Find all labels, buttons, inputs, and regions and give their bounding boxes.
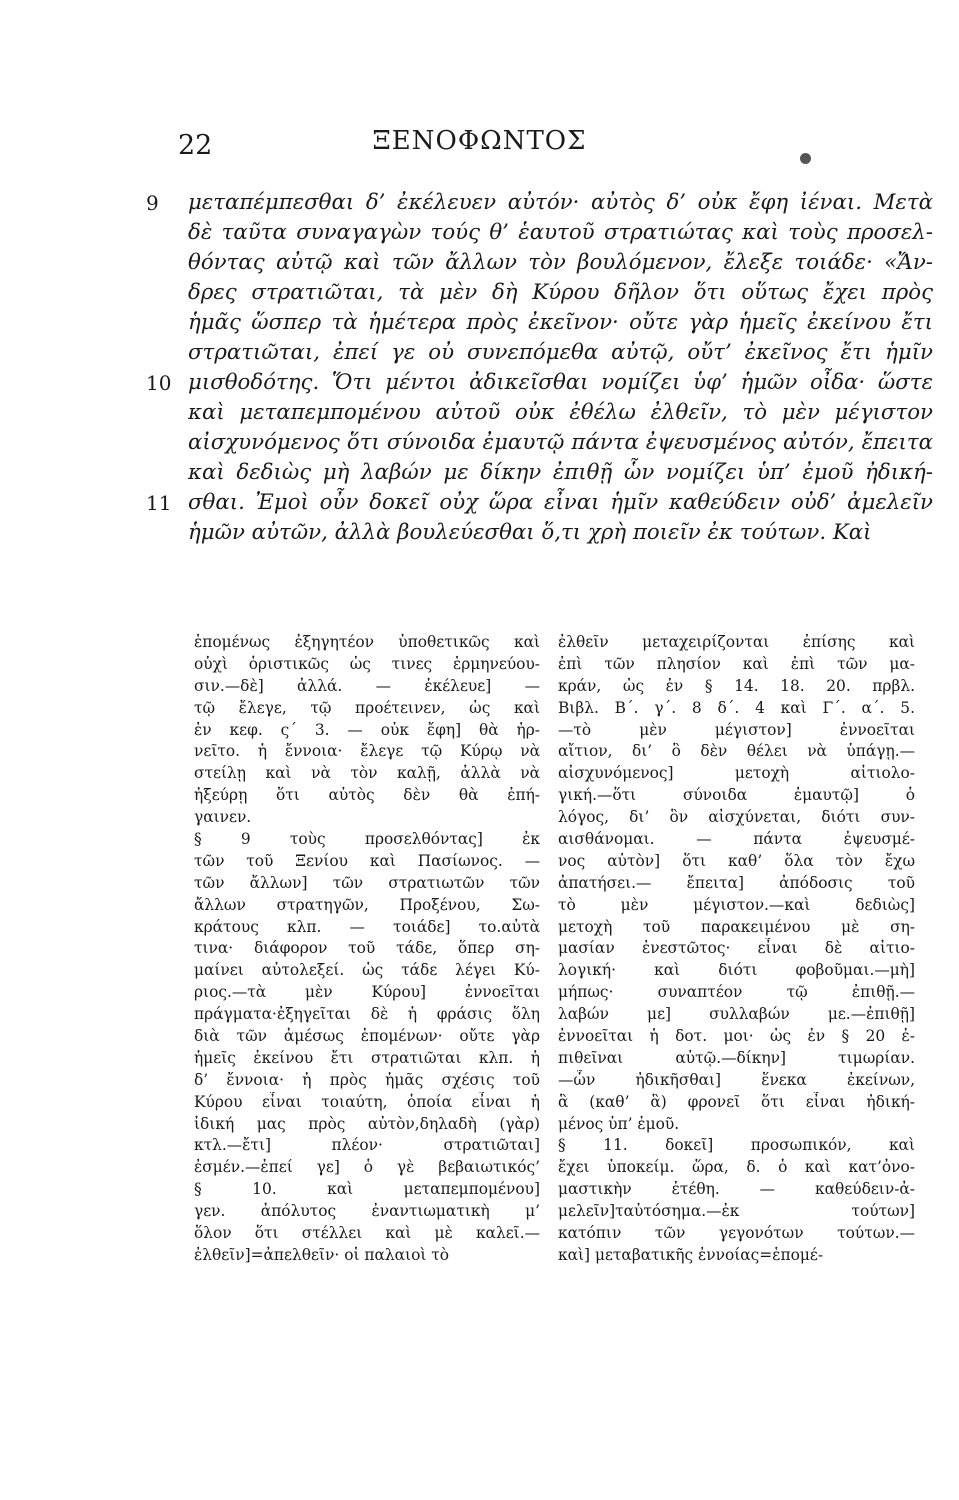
main-text-line: δὲ ταῦτα συναγαγὼν τούς θ’ ἑαυτοῦ στρατιώτας καὶ τοὺς προσελ- xyxy=(188,220,933,245)
commentary-line: ὅλον ὅτι στέλλει καὶ μὲ καλεῖ.— xyxy=(194,1224,540,1243)
commentary-line: ἐλθεῖν]=ἀπελθεῖν· οἱ παλαιοὶ τὸ xyxy=(194,1245,450,1264)
commentary-line: λογική· καὶ διότι φοβοῦμαι.—μὴ] xyxy=(558,961,915,980)
commentary-line: ἐλθεῖν μεταχειρίζονται ἐπίσης καὶ xyxy=(558,633,915,651)
commentary-line: στείλῃ καὶ νὰ τὸν καλῇ, ἀλλὰ νὰ xyxy=(194,764,540,783)
commentary-line: ἔχει ὑποκείμ. ὥρα, δ. ὁ καὶ κατ’ὀνο- xyxy=(558,1158,915,1177)
commentary-line: καὶ] μεταβατικῆς ἐννοίας=ἑπομέ- xyxy=(558,1245,824,1264)
commentary-left-column xyxy=(194,632,540,1267)
main-text-line: σθαι. Ἐμοὶ οὖν δοκεῖ οὐχ ὥρα εἶναι ἡμῖν καθεύδειν οὐδ’ ἀμελεῖν xyxy=(188,490,933,515)
line-number: 9 xyxy=(146,191,159,215)
commentary-line: ἐννοεῖται ἡ δοτ. μοι· ὡς ἐν § 20 ἐ- xyxy=(558,1027,915,1046)
commentary-line: ἠξεύρῃ ὅτι αὐτὸς δὲν θὰ ἐπή- xyxy=(194,786,540,805)
main-text-line: θόντας αὐτῷ καὶ τῶν ἄλλων τὸν βουλόμενον, ἔλεξε τοιάδε· «Ἄν- xyxy=(188,250,933,275)
commentary-line: μελεῖν]ταὐτόσημα.—ἐκ τούτων] xyxy=(558,1202,915,1221)
commentary-line: κράν, ὡς ἐν § 14. 18. 20. πρβλ. xyxy=(558,676,915,695)
commentary-right-column xyxy=(558,632,915,1267)
main-text-line: καὶ δεδιὼς μὴ λαβών με δίκην ἐπιθῇ ὧν νομίζει ὑπ’ ἐμοῦ ἠδική- xyxy=(188,460,933,485)
main-text-line: ἡμῶν αὐτῶν, ἀλλὰ βουλεύεσθαι ὅ,τι χρὴ ποιεῖν ἐκ τούτων. Καὶ xyxy=(188,520,872,545)
commentary-line: Κύρου εἶναι τοιαύτη, ὁποία εἶναι ἡ xyxy=(194,1092,540,1111)
commentary-line: μασίαν ἐνεστῶτος· εἶναι δὲ αἰτιο- xyxy=(558,939,915,958)
commentary-line: ἑπομένως ἐξηγητέον ὑποθετικῶς καὶ xyxy=(194,633,540,651)
page-number: 22 xyxy=(178,130,213,161)
commentary-line: § 11. δοκεῖ] προσωπικόν, καὶ xyxy=(558,1136,915,1155)
main-text-line: μισθοδότης. Ὅτι μέντοι ἀδικεῖσθαι νομίζει ὑφ’ ἡμῶν οἶδα· ὥστε xyxy=(188,370,933,395)
commentary-line: Βιβλ. Β΄. γ΄. 8 δ΄. 4 καὶ Γ΄. α΄. 5. xyxy=(558,698,915,717)
commentary-line: λαβών με] συλλαβών με.—ἐπιθῇ] xyxy=(558,1005,915,1024)
commentary-line: —τὸ μὲν μέγιστον] ἐννοεῖται xyxy=(558,720,915,739)
main-text-line: δρες στρατιῶται, τὰ μὲν δὴ Κύρου δῆλον ὅτι οὕτως ἔχει πρὸς xyxy=(188,280,933,305)
commentary-line: γαινεν. xyxy=(194,808,252,827)
commentary-line: § 10. καὶ μεταπεμπομένου] xyxy=(194,1180,540,1199)
running-title: ΞΕΝΟΦΩΝΤΟΣ xyxy=(372,126,587,156)
commentary-line: πιθεῖναι αὐτῷ.—δίκην] τιμωρίαν. xyxy=(558,1048,915,1067)
commentary-line: τῶν ἄλλων] τῶν στρατιωτῶν τῶν xyxy=(194,873,540,892)
commentary-line: οὐχὶ ὁριστικῶς ὡς τινες ἑρμηνεύου- xyxy=(194,654,540,673)
commentary-line: ἐσμέν.—ἐπεί γε] ὁ γὲ βεβαιωτικός’ xyxy=(194,1158,540,1177)
line-number: 10 xyxy=(146,371,172,395)
line-number: 11 xyxy=(146,491,172,515)
commentary-line: ἀπατήσει.— ἔπειτα] ἀπόδοσις τοῦ xyxy=(558,873,915,892)
commentary-line: νος αὐτὸν] ὅτι καθ’ ὅλα τὸν ἔχω xyxy=(558,851,915,870)
commentary-line: λόγος, δι’ ὃν αἰσχύνεται, διότι συν- xyxy=(558,808,915,827)
commentary-line: κτλ.—ἔτι] πλέον· στρατιῶται] xyxy=(194,1136,540,1155)
commentary-line: τῶν τοῦ Ξενίου καὶ Πασίωνος. — xyxy=(194,851,540,870)
commentary-line: αἴτιον, δι’ ὃ δὲν θέλει νὰ ὑπάγῃ.— xyxy=(558,742,915,761)
commentary-line: § 9 τοὺς προσελθόντας] ἐκ xyxy=(194,830,540,849)
commentary-line: κράτους κλπ. — τοιάδε] το.αὐτὰ xyxy=(194,917,540,936)
commentary-line: πράγματα·ἐξηγεῖται δὲ ἡ φράσις ὅλη xyxy=(194,1005,540,1024)
commentary-line: τινα· διάφορον τοῦ τάδε, ὅπερ ση- xyxy=(194,939,540,958)
main-text-line: μεταπέμπεσθαι δ’ ἐκέλευεν αὐτόν· αὐτὸς δ’ οὐκ ἔφη ἰέναι. Μετὰ xyxy=(188,190,933,215)
commentary-line: τῷ ἔλεγε, τῷ προέτεινεν, ὡς καὶ xyxy=(194,698,540,717)
commentary-line: σιν.—δὲ] ἀλλά. — ἐκέλευε] — xyxy=(194,676,540,695)
commentary-line: ἐν κεφ. ς΄ 3. — οὐκ ἔφη] θὰ ἠρ- xyxy=(194,720,540,739)
commentary-line: ἐπὶ τῶν πλησίον καὶ ἐπὶ τῶν μα- xyxy=(558,654,915,673)
main-text xyxy=(146,188,933,548)
commentary-line: μήπως· συναπτέον τῷ ἐπιθῇ.— xyxy=(558,983,915,1002)
commentary-line: —ὧν ἠδικῆσθαι] ἕνεκα ἐκείνων, xyxy=(558,1070,915,1089)
commentary-line: ἰδική μας πρὸς αὐτὸν,δηλαδὴ (γὰρ) xyxy=(194,1114,540,1133)
commentary-line: μαστικὴν ἐτέθη. — καθεύδειν-ἀ- xyxy=(558,1180,915,1199)
main-text-line: καὶ μεταπεμπομένου αὐτοῦ οὐκ ἐθέλω ἐλθεῖν, τὸ μὲν μέγιστον xyxy=(188,400,933,425)
commentary-line: ἡμεῖς ἐκείνου ἔτι στρατιῶται κλπ. ἡ xyxy=(194,1048,540,1067)
main-text-line: ἡμᾶς ὥσπερ τὰ ἡμέτερα πρὸς ἐκεῖνον· οὔτε γὰρ ἡμεῖς ἐκείνου ἔτι xyxy=(188,310,933,335)
commentary-line: γεν. ἀπόλυτος ἐναντιωματικὴ μ’ xyxy=(194,1202,540,1221)
commentary-line: αἰσχυνόμενος] μετοχὴ αἰτιολο- xyxy=(558,764,915,783)
commentary-line: δ’ ἔννοια· ἡ πρὸς ἡμᾶς σχέσις τοῦ xyxy=(194,1070,540,1089)
commentary-line: γική.—ὅτι σύνοιδα ἐμαυτῷ] ὁ xyxy=(558,786,915,805)
commentary-line: διὰ τῶν ἀμέσως ἑπομένων· οὔτε γὰρ xyxy=(194,1027,540,1046)
commentary-line: ἄλλων στρατηγῶν, Προξένου, Σω- xyxy=(194,895,540,914)
commentary-line: τὸ μὲν μέγιστον.—καὶ δεδιὼς] xyxy=(558,895,915,914)
commentary-line: αισθάνομαι. — πάντα ἐψευσμέ- xyxy=(558,830,915,849)
main-text-line: στρατιῶται, ἐπεί γε οὐ συνεπόμεθα αὐτῷ, οὔτ’ ἐκεῖνος ἔτι ἡμῖν xyxy=(188,340,933,365)
commentary-line: μαίνει αὐτολεξεί. ὡς τάδε λέγει Κύ- xyxy=(194,961,540,980)
commentary-line: κατόπιν τῶν γεγονότων τούτων.— xyxy=(558,1224,915,1243)
commentary-line: μένος ὑπ’ ἐμοῦ. xyxy=(558,1114,680,1133)
ink-dot xyxy=(800,153,811,164)
commentary-line: νεῖτο. ἡ ἔννοια· ἔλεγε τῷ Κύρῳ νὰ xyxy=(194,742,540,761)
main-text-line: αἰσχυνόμενος ὅτι σύνοιδα ἐμαυτῷ πάντα ἐψευσμένος αὐτόν, ἔπειτα xyxy=(188,430,933,455)
commentary-line: ἃ (καθ’ ἃ) φρονεῖ ὅτι εἶναι ἠδική- xyxy=(558,1092,915,1111)
commentary-line: ριος.—τὰ μὲν Κύρου] ἐννοεῖται xyxy=(194,983,540,1002)
commentary-line: μετοχὴ τοῦ παρακειμένου μὲ ση- xyxy=(558,917,915,936)
